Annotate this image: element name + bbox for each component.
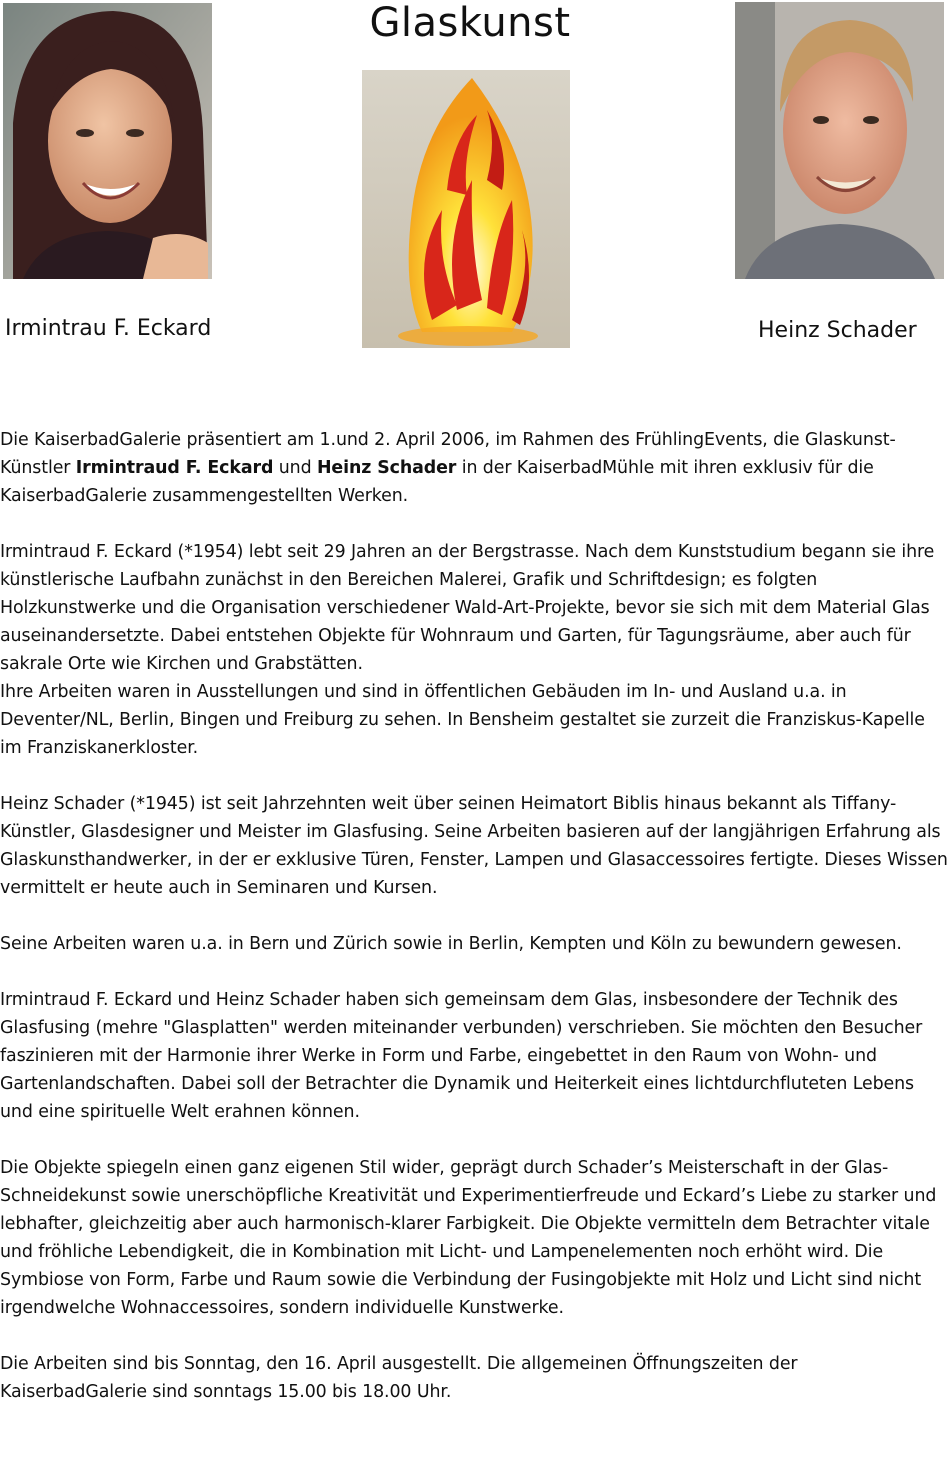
artist-name-eckard: Irmintraud F. Eckard (75, 458, 274, 478)
article-paragraph-opening-hours: Die Arbeiten sind bis Sonntag, den 16. April ausgestellt. Die allgemeinen Öffnungszeiten der KaiserbadGalerie sind sonntags 15.00 bis 18.00 Uhr. (0, 1354, 798, 1402)
article-paragraph-intro: Die KaiserbadGalerie präsentiert am 1.und 2. April 2006, im Rahmen des FrühlingEvents, die Glaskunst-Künstler Irmintraud F. Eckard und Heinz Schader in der KaiserbadMühle mit ihren exklusiv für die KaiserbadGalerie zusammengestellten Werken. (0, 430, 896, 506)
article-paragraph-eckard: Irmintraud F. Eckard (*1954) lebt seit 29 Jahren an der Bergstrasse. Nach dem Kunststudium begann sie ihre künstlerische Laufbahn zunächst in den Bereichen Malerei, Grafik und Schriftdesign; es folgten Holzkunstwerke und die Organisation verschiedener Wald-Art-Projekte, bevor sie sich mit dem Material Glas auseinandersetzte. Dabei entstehen Objekte für Wohnraum und Garten, für Tagungsräume, aber auch für sakrale Orte wie Kirchen und Grabstätten. Ihre Arbeiten waren in Ausstellungen und sind in öffentlichen Gebäuden im In- und Ausland u.a. in Deventer/NL, Berlin, Bingen und Freiburg zu sehen. In Bensheim gestaltet sie zurzeit die Franziskus-Kapelle im Franziskanerkloster. (0, 542, 935, 758)
portrait-woman-icon (3, 3, 212, 279)
article-paragraph-glasfusing: Irmintraud F. Eckard und Heinz Schader haben sich gemeinsam dem Glas, insbesondere der Technik des Glasfusing (mehre "Glasplatten" werden miteinander verbunden) verschrieben. Sie möchten den Besucher faszinieren mit der Harmonie ihrer Werke in Form und Farbe, eingebettet in den Raum von Wohn- und Gartenlandschaften. Dabei soll der Betrachter die Dynamik und Heiterkeit eines lichtdurchfluteten Lebens und eine spirituelle Welt erahnen können. (0, 990, 923, 1122)
portrait-man-icon (735, 2, 944, 279)
portrait-man-photo (735, 2, 944, 279)
article-paragraph-exhibitions: Seine Arbeiten waren u.a. in Bern und Zürich sowie in Berlin, Kempten und Köln zu bewundern gewesen. (0, 934, 902, 954)
glass-flame-lamp-icon (362, 70, 570, 348)
page-title: Glaskunst (369, 0, 571, 46)
artist-caption-right: Heinz Schader (758, 318, 917, 343)
artist-name-schader: Heinz Schader (316, 458, 457, 478)
article-paragraph-objects: Die Objekte spiegeln einen ganz eigenen Stil wider, geprägt durch Schader’s Meisterschaft in der Glas-Schneidekunst sowie unerschöpfliche Kreativität und Experimentierfreude und Eckard’s Liebe zu starker und lebhafter, gleichzeitig aber auch harmonisch-klarer Farbigkeit. Die Objekte vermitteln dem Betrachter vitale und fröhliche Lebendigkeit, die in Kombination mit Licht- und Lampenelementen noch erhöht wird. Die Symbiose von Form, Farbe und Raum sowie die Verbindung der Fusingobjekte mit Holz und Licht sind nicht irgendwelche Wohnaccessoires, sondern individuelle Kunstwerke. (0, 1158, 937, 1318)
article-paragraph-schader: Heinz Schader (*1945) ist seit Jahrzehnten weit über seinen Heimatort Biblis hinaus bekannt als Tiffany-Künstler, Glasdesigner und Meister im Glasfusing. Seine Arbeiten basieren auf der langjährigen Erfahrung als Glaskunsthandwerker, in der er exklusive Türen, Fenster, Lampen und Glasaccessoires fertigte. Dieses Wissen vermittelt er heute auch in Seminaren und Kursen. (0, 794, 948, 898)
portrait-woman-photo (3, 3, 212, 279)
article-body (0, 426, 948, 1406)
artist-caption-left: Irmintrau F. Eckard (5, 316, 212, 341)
glass-flame-photo (362, 70, 570, 348)
